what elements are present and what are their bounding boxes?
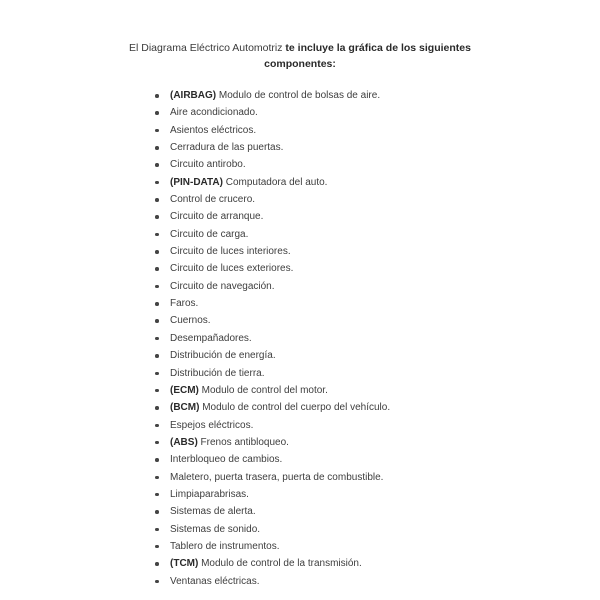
list-item (152, 555, 582, 572)
component-code: (TCM) (170, 558, 199, 570)
component-text: Ventanas eléctricas. (170, 575, 260, 587)
list-item (152, 104, 582, 121)
list-item (152, 382, 582, 399)
list-item (152, 295, 582, 312)
component-text: Maletero, puerta trasera, puerta de combustible. (170, 471, 384, 483)
list-item (152, 573, 582, 590)
component-text: Tablero de instrumentos. (170, 540, 280, 552)
bullet-icon (155, 562, 159, 566)
bullet-icon (155, 267, 159, 271)
list-item (152, 451, 582, 468)
component-text: Cuernos. (170, 315, 211, 327)
bullet-icon (155, 580, 159, 584)
bullet-icon (155, 111, 159, 115)
bullet-icon (155, 476, 159, 480)
bullet-icon (155, 302, 159, 306)
list-item (152, 538, 582, 555)
component-code: (ABS) (170, 436, 198, 448)
component-text: Modulo de control del motor. (198, 384, 328, 396)
component-code: (ECM) (170, 384, 199, 396)
bullet-icon (155, 146, 159, 150)
bullet-icon (155, 215, 159, 219)
bullet-icon (155, 441, 159, 445)
bullet-icon (155, 458, 159, 462)
bullet-icon (155, 250, 159, 254)
component-text: Circuito de arranque. (170, 211, 264, 223)
list-item (152, 260, 582, 277)
component-text: Interbloqueo de cambios. (170, 454, 283, 466)
list-item (152, 469, 582, 486)
list-item (152, 347, 582, 364)
bullet-icon (155, 545, 159, 549)
component-code: (AIRBAG) (170, 90, 217, 101)
bullet-icon (155, 198, 159, 202)
component-text: Circuito de carga. (170, 228, 249, 240)
list-item (152, 226, 582, 243)
component-code: (BCM) (170, 402, 200, 414)
component-text: Circuito de navegación. (170, 280, 275, 292)
list-item (152, 139, 582, 156)
list-item (152, 243, 582, 260)
list-item (152, 417, 582, 434)
list-item (152, 399, 582, 416)
component-text: Circuito de luces interiores. (170, 246, 291, 258)
bullet-icon (155, 354, 159, 358)
component-text: Modulo de control del cuerpo del vehículo. (199, 402, 391, 414)
bullet-icon (155, 163, 159, 167)
component-text: Desempañadores. (170, 332, 252, 344)
bullet-icon (155, 424, 159, 428)
component-code: (PIN-DATA) (170, 176, 223, 188)
component-text: Circuito de luces exteriores. (170, 263, 294, 275)
list-item (152, 191, 582, 208)
component-text: Asientos eléctricos. (170, 124, 257, 136)
component-text: Limpiaparabrisas. (170, 488, 249, 500)
component-text: Control de crucero. (170, 194, 256, 206)
bullet-icon (155, 181, 159, 185)
list-item (152, 521, 582, 538)
component-text: Espejos eléctricos. (170, 419, 254, 431)
list-item (152, 87, 582, 104)
component-text: Circuito antirobo. (170, 159, 246, 171)
bullet-icon (155, 510, 159, 514)
bullet-icon (155, 337, 159, 341)
component-text: Cerradura de las puertas. (170, 142, 284, 154)
bullet-icon (155, 528, 159, 532)
component-text: Faros. (170, 298, 199, 310)
list-item (152, 174, 582, 191)
component-text: Distribución de tierra. (170, 367, 265, 379)
bullet-icon (155, 129, 159, 133)
list-item (152, 208, 582, 225)
bullet-icon (155, 233, 159, 237)
component-text: Sistemas de sonido. (170, 523, 261, 535)
intro-bold-text-2: componentes: (264, 58, 336, 70)
component-text: Computadora del auto. (222, 176, 328, 188)
list-item (152, 330, 582, 347)
bullet-icon (155, 493, 159, 497)
list-item (152, 156, 582, 173)
list-item (152, 486, 582, 503)
list-item (152, 365, 582, 382)
bullet-icon (155, 319, 159, 323)
bullet-icon (155, 389, 159, 393)
list-item (152, 434, 582, 451)
component-text: Frenos antibloqueo. (197, 436, 289, 448)
list-item (152, 503, 582, 520)
list-item (152, 312, 582, 329)
component-text: Sistemas de alerta. (170, 506, 256, 518)
bullet-icon (155, 285, 159, 289)
bullet-icon (155, 372, 159, 376)
bullet-icon (155, 406, 159, 410)
component-text: Aire acondicionado. (170, 107, 258, 119)
list-item (152, 122, 582, 139)
component-text: Modulo de control de la transmisión. (198, 558, 362, 570)
list-item (152, 278, 582, 295)
component-text: Modulo de control de bolsas de aire. (216, 90, 381, 101)
intro-bold-text: te incluye la gráfica de los siguientes (285, 42, 471, 54)
bullet-icon (155, 94, 159, 98)
component-text: Distribución de energía. (170, 350, 276, 362)
intro-paragraph (120, 40, 480, 72)
components-list (152, 87, 582, 590)
intro-text: El Diagrama Eléctrico Automotriz (129, 42, 286, 54)
